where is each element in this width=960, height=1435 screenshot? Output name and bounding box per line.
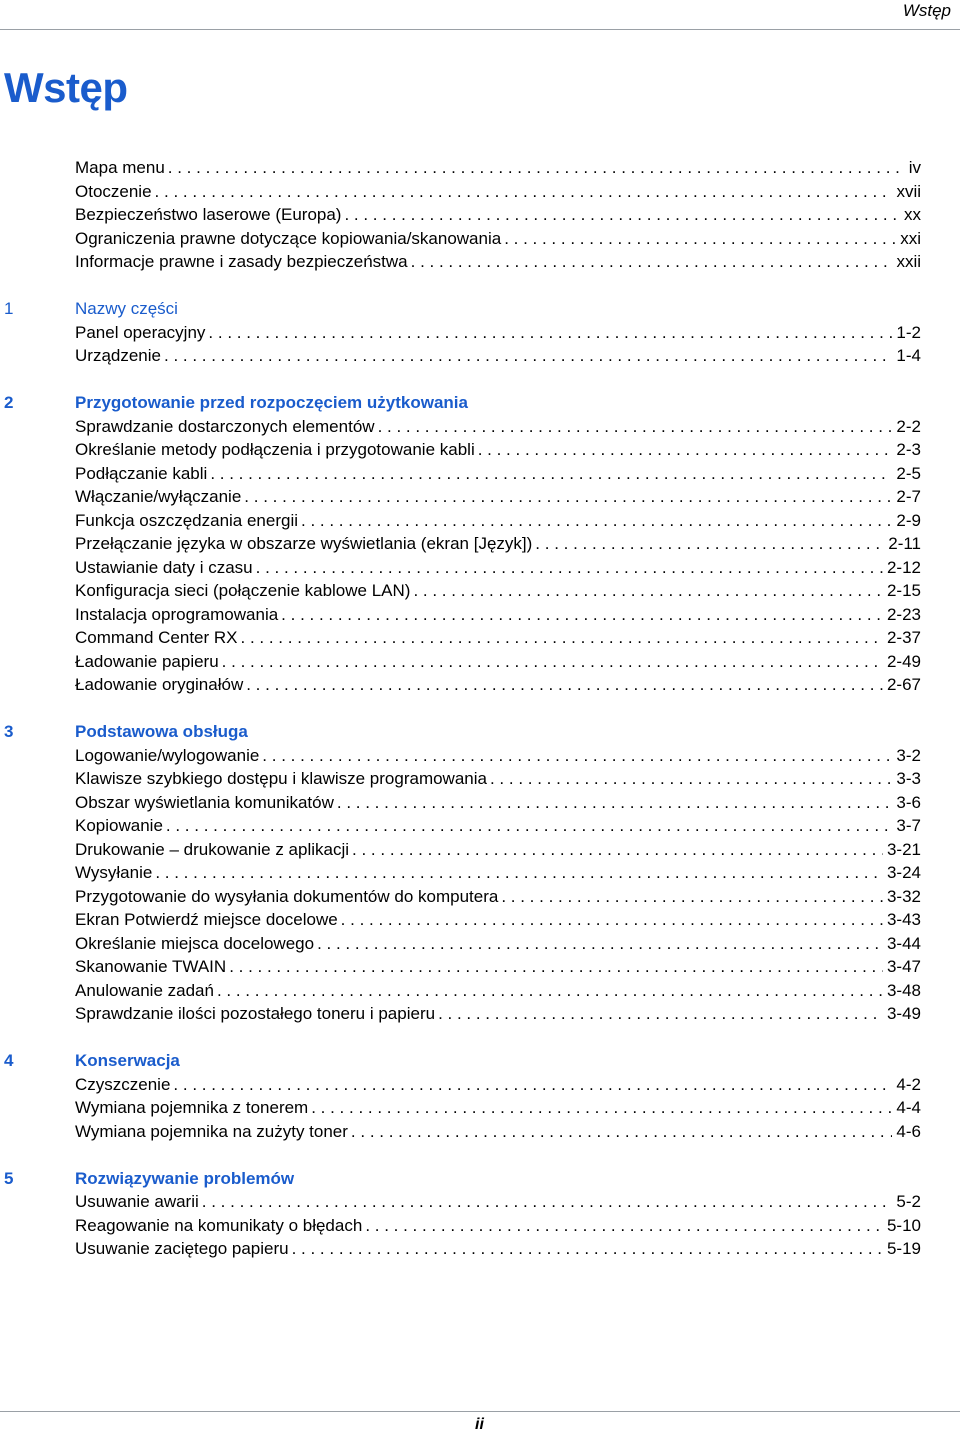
toc-entry-title: Ładowanie papieru	[75, 651, 219, 671]
running-header	[0, 0, 960, 30]
toc-chapter	[0, 1167, 960, 1261]
toc-entry-title: Bezpieczeństwo laserowe (Europa)	[75, 205, 342, 224]
page-number: ii	[475, 1416, 484, 1433]
chapter-heading[interactable]	[0, 297, 960, 321]
dot-leader	[478, 438, 893, 462]
toc-entry[interactable]	[75, 932, 921, 956]
chapter-heading[interactable]	[0, 1049, 960, 1073]
toc-entry-page: 3-49	[883, 1002, 921, 1026]
toc-entry[interactable]	[75, 1214, 921, 1238]
toc-chapter	[0, 1049, 960, 1143]
dot-leader	[352, 838, 883, 862]
chapter-number: 5	[4, 1168, 14, 1188]
toc-entry[interactable]	[75, 250, 921, 274]
toc-entry[interactable]	[75, 579, 921, 603]
chapter-heading[interactable]	[0, 720, 960, 744]
dot-leader	[490, 767, 892, 791]
toc-entry-title: Ograniczenia prawne dotyczące kopiowania/skanowania	[75, 228, 502, 248]
toc-entry[interactable]	[75, 767, 921, 791]
dot-leader	[208, 321, 892, 345]
toc-entry-title: Urządzenie	[75, 346, 161, 365]
chapter-title: Konserwacja	[75, 1051, 180, 1070]
chapter-number: 2	[4, 393, 14, 412]
toc-entry[interactable]	[75, 955, 921, 979]
toc-entry-title: Anulowanie zadań	[75, 980, 214, 1000]
toc-entry-page: 2-7	[892, 485, 921, 509]
toc-entry-page: 3-21	[883, 838, 921, 862]
toc-chapter	[0, 297, 960, 368]
dot-leader	[164, 344, 892, 368]
toc-entry-title: Sprawdzanie ilości pozostałego toneru i papieru	[75, 1004, 436, 1023]
toc-entry[interactable]	[75, 1120, 921, 1144]
toc-entry[interactable]	[75, 1096, 921, 1120]
toc-entry-page: xxi	[896, 227, 921, 251]
toc-entry-title: Przełączanie języka w obszarze wyświetlania (ekran [Język])	[75, 534, 533, 553]
toc-entry[interactable]	[75, 532, 921, 556]
chapter-number: 3	[4, 722, 14, 741]
toc-entry-title: Drukowanie – drukowanie z aplikacji	[75, 839, 350, 859]
dot-leader	[210, 462, 892, 486]
toc-entry-title: Otoczenie	[75, 181, 152, 201]
dot-leader	[244, 485, 892, 509]
toc-entry[interactable]	[75, 885, 921, 909]
toc-entry-title: Włączanie/wyłączanie	[75, 487, 242, 506]
chapter-number: 1	[4, 299, 14, 318]
toc-entry-page: xx	[900, 203, 921, 227]
running-header-title: Wstęp	[902, 1, 951, 20]
toc-entry-title: Czyszczenie	[75, 1074, 171, 1094]
toc-entry-page: xxii	[892, 250, 921, 274]
toc-entry-page: 3-24	[883, 861, 921, 885]
toc-entry-title: Panel operacyjny	[75, 322, 206, 342]
toc-entry[interactable]	[75, 979, 921, 1003]
dot-leader	[311, 1096, 892, 1120]
toc-entry-page: 3-2	[892, 744, 921, 768]
toc-entry-page: 4-6	[892, 1120, 921, 1144]
toc-entry[interactable]	[75, 814, 921, 838]
toc-entry[interactable]	[75, 462, 921, 486]
dot-leader	[301, 509, 892, 533]
toc-entry-title: Mapa menu	[75, 158, 165, 177]
dot-leader	[222, 650, 883, 674]
toc-entry[interactable]	[75, 791, 921, 815]
toc-entry-title: Command Center RX	[75, 628, 238, 647]
toc-entry-page: xvii	[892, 180, 921, 204]
toc-entry[interactable]	[75, 603, 921, 627]
toc-entry-page: 3-43	[883, 908, 921, 932]
chapter-heading[interactable]	[0, 1167, 960, 1191]
toc-entry-page: 2-23	[883, 603, 921, 627]
toc-entry[interactable]	[75, 908, 921, 932]
toc-entry-title: Ładowanie oryginałów	[75, 675, 244, 694]
toc-entry[interactable]	[75, 321, 921, 345]
dot-leader	[337, 791, 893, 815]
dot-leader	[256, 556, 883, 580]
toc-entry-page: 2-11	[884, 532, 921, 556]
toc-entry-title: Funkcja oszczędzania energii	[75, 510, 299, 530]
dot-leader	[504, 227, 896, 251]
dot-leader	[166, 814, 893, 838]
dot-leader	[229, 955, 883, 979]
toc-entry-page: 2-12	[883, 556, 921, 580]
toc-entry-page: 4-4	[892, 1096, 921, 1120]
toc-entry-page: 5-10	[883, 1214, 921, 1238]
toc-entry-title: Wysyłanie	[75, 863, 153, 882]
toc-entry-title: Podłączanie kabli	[75, 463, 208, 483]
toc-entry-page: 2-67	[883, 673, 921, 697]
toc-entry-title: Informacje prawne i zasady bezpieczeństwa	[75, 252, 408, 271]
dot-leader	[262, 744, 892, 768]
toc-entry-page: 3-47	[883, 955, 921, 979]
toc-chapter	[0, 391, 960, 697]
toc-entry-title: Określanie metody podłączenia i przygotowanie kabli	[75, 440, 475, 459]
toc-entry[interactable]	[75, 556, 921, 580]
toc-entry[interactable]	[75, 509, 921, 533]
toc-entry-page: 2-15	[883, 579, 921, 603]
dot-leader	[365, 1214, 883, 1238]
toc-entry-title: Obszar wyświetlania komunikatów	[75, 792, 334, 812]
dot-leader	[501, 885, 883, 909]
toc-entry-title: Określanie miejsca docelowego	[75, 933, 315, 953]
toc-entry[interactable]	[75, 673, 921, 697]
toc-entry-title: Konfiguracja sieci (połączenie kablowe LAN)	[75, 581, 411, 600]
toc-entry-page: 1-2	[892, 321, 921, 345]
toc-entry-page: 5-19	[883, 1237, 921, 1261]
toc-entry[interactable]	[75, 626, 921, 650]
dot-leader	[173, 1073, 892, 1097]
toc-entry-title: Wymiana pojemnika na zużyty toner	[75, 1121, 348, 1141]
toc-front-matter	[0, 156, 960, 274]
dot-leader	[317, 932, 883, 956]
toc-entry[interactable]	[75, 485, 921, 509]
toc-entry-title: Przygotowanie do wysyłania dokumentów do komputera	[75, 886, 499, 906]
toc-entry-page: 3-7	[892, 814, 921, 838]
toc-entry-title: Kopiowanie	[75, 816, 163, 835]
toc-entry[interactable]	[75, 1073, 921, 1097]
toc-entry[interactable]	[75, 156, 921, 180]
toc-entry-page: 3-32	[883, 885, 921, 909]
toc-entry[interactable]	[75, 1237, 921, 1261]
dot-leader	[413, 579, 883, 603]
toc-entry-title: Wymiana pojemnika z tonerem	[75, 1098, 309, 1117]
toc-entry-page: 2-49	[883, 650, 921, 674]
toc-entry[interactable]	[75, 650, 921, 674]
toc-entry[interactable]	[75, 861, 921, 885]
dot-leader	[168, 156, 905, 180]
dot-leader	[438, 1002, 883, 1026]
dot-leader	[292, 1237, 883, 1261]
page-footer	[0, 1411, 960, 1435]
toc-entry[interactable]	[75, 1190, 921, 1214]
toc-chapter	[0, 720, 960, 1026]
toc-entry[interactable]	[75, 415, 921, 439]
toc-entry[interactable]	[75, 1002, 921, 1026]
dot-leader	[155, 180, 893, 204]
dot-leader	[535, 532, 884, 556]
dot-leader	[411, 250, 893, 274]
toc-entry-page: 3-6	[892, 791, 921, 815]
chapter-title: Rozwiązywanie problemów	[75, 1168, 295, 1188]
dot-leader	[344, 203, 900, 227]
toc-entry-title: Skanowanie TWAIN	[75, 957, 227, 976]
toc-entry-title: Logowanie/wylogowanie	[75, 745, 260, 765]
toc-entry-page: iv	[905, 156, 921, 180]
chapter-title: Podstawowa obsługa	[75, 722, 248, 741]
toc-entry-page: 2-37	[883, 626, 921, 650]
toc-entry-page: 1-4	[892, 344, 921, 368]
toc-entry[interactable]	[75, 180, 921, 204]
toc-entry-title: Instalacja oprogramowania	[75, 604, 279, 624]
toc-entry-page: 2-9	[892, 509, 921, 533]
toc-entry[interactable]	[75, 438, 921, 462]
toc-entry-page: 2-2	[892, 415, 921, 439]
dot-leader	[241, 626, 883, 650]
toc-entry-page: 3-3	[892, 767, 921, 791]
toc-entry[interactable]	[75, 838, 921, 862]
table-of-contents	[0, 156, 960, 1284]
toc-entry-page: 3-44	[883, 932, 921, 956]
dot-leader	[351, 1120, 893, 1144]
dot-leader	[378, 415, 893, 439]
chapter-number: 4	[4, 1051, 14, 1070]
dot-leader	[341, 908, 883, 932]
toc-entry-page: 2-5	[892, 462, 921, 486]
toc-entry-title: Ekran Potwierdź miejsce docelowe	[75, 910, 338, 929]
page-title: Wstęp	[4, 64, 128, 111]
toc-entry-page: 5-2	[892, 1190, 921, 1214]
dot-leader	[217, 979, 883, 1003]
toc-entry[interactable]	[75, 744, 921, 768]
toc-entry-title: Usuwanie awarii	[75, 1192, 199, 1211]
dot-leader	[246, 673, 883, 697]
dot-leader	[202, 1190, 893, 1214]
chapter-heading[interactable]	[0, 391, 960, 415]
toc-entry[interactable]	[75, 203, 921, 227]
toc-entry-title: Sprawdzanie dostarczonych elementów	[75, 416, 375, 436]
dot-leader	[281, 603, 883, 627]
toc-entry-title: Reagowanie na komunikaty o błędach	[75, 1215, 363, 1235]
toc-entry-title: Usuwanie zaciętego papieru	[75, 1239, 289, 1258]
dot-leader	[155, 861, 883, 885]
toc-entry[interactable]	[75, 344, 921, 368]
toc-entry[interactable]	[75, 227, 921, 251]
toc-entry-title: Ustawianie daty i czasu	[75, 557, 253, 577]
chapter-title: Nazwy części	[75, 299, 178, 318]
toc-entry-page: 4-2	[892, 1073, 921, 1097]
toc-entry-page: 3-48	[883, 979, 921, 1003]
chapter-title: Przygotowanie przed rozpoczęciem użytkowania	[75, 393, 468, 412]
toc-entry-page: 2-3	[892, 438, 921, 462]
toc-entry-title: Klawisze szybkiego dostępu i klawisze programowania	[75, 769, 487, 788]
